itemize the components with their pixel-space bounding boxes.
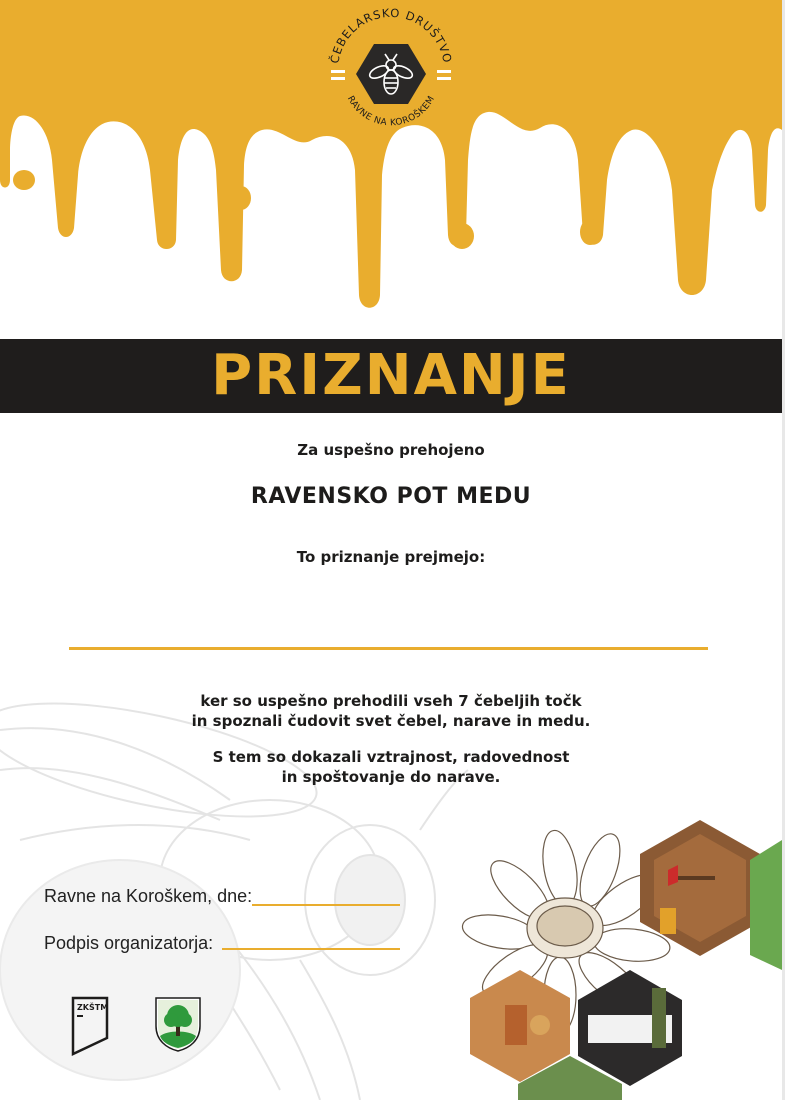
photo-collage [460, 820, 782, 1100]
zkstm-logo-text: ZKŠTM [77, 1003, 109, 1012]
paragraph2-line2: in spoštovanje do narave. [281, 768, 501, 786]
recipient-name-line [69, 647, 708, 650]
qualities-paragraph [0, 747, 782, 787]
recipients-label: To priznanje prejmejo: [296, 548, 486, 566]
paragraph1-line1: ker so uspešno prehodili vseh 7 čebeljih točk [200, 692, 582, 710]
association-logo [316, 2, 466, 142]
certificate-title: PRIZNANJE [211, 343, 571, 408]
achievement-paragraph [0, 691, 782, 731]
paragraph1-line2: in spoznali čudovit svet čebel, narave in medu. [191, 712, 591, 730]
zkstm-logo [71, 994, 111, 1056]
signature-row [44, 933, 213, 954]
title-banner [0, 339, 782, 413]
place-date-label: Ravne na Koroškem, dne: [44, 886, 253, 906]
logo-top-text: ČEBELARSKO DRUŠTVO [327, 5, 455, 65]
tree-crest-icon [154, 996, 202, 1052]
place-date-line [252, 904, 400, 906]
place-date-row [44, 886, 252, 907]
route-name: RAVENSKO POT MEDU [250, 484, 532, 509]
signature-line [222, 948, 400, 950]
logo-bottom-text: RAVNE NA KOROŠKEM [344, 94, 438, 129]
paragraph2-line1: S tem so dokazali vztrajnost, radovednost [212, 748, 570, 766]
intro-text: Za uspešno prehojeno [297, 441, 485, 459]
signature-label: Podpis organizatorja: [44, 933, 214, 953]
